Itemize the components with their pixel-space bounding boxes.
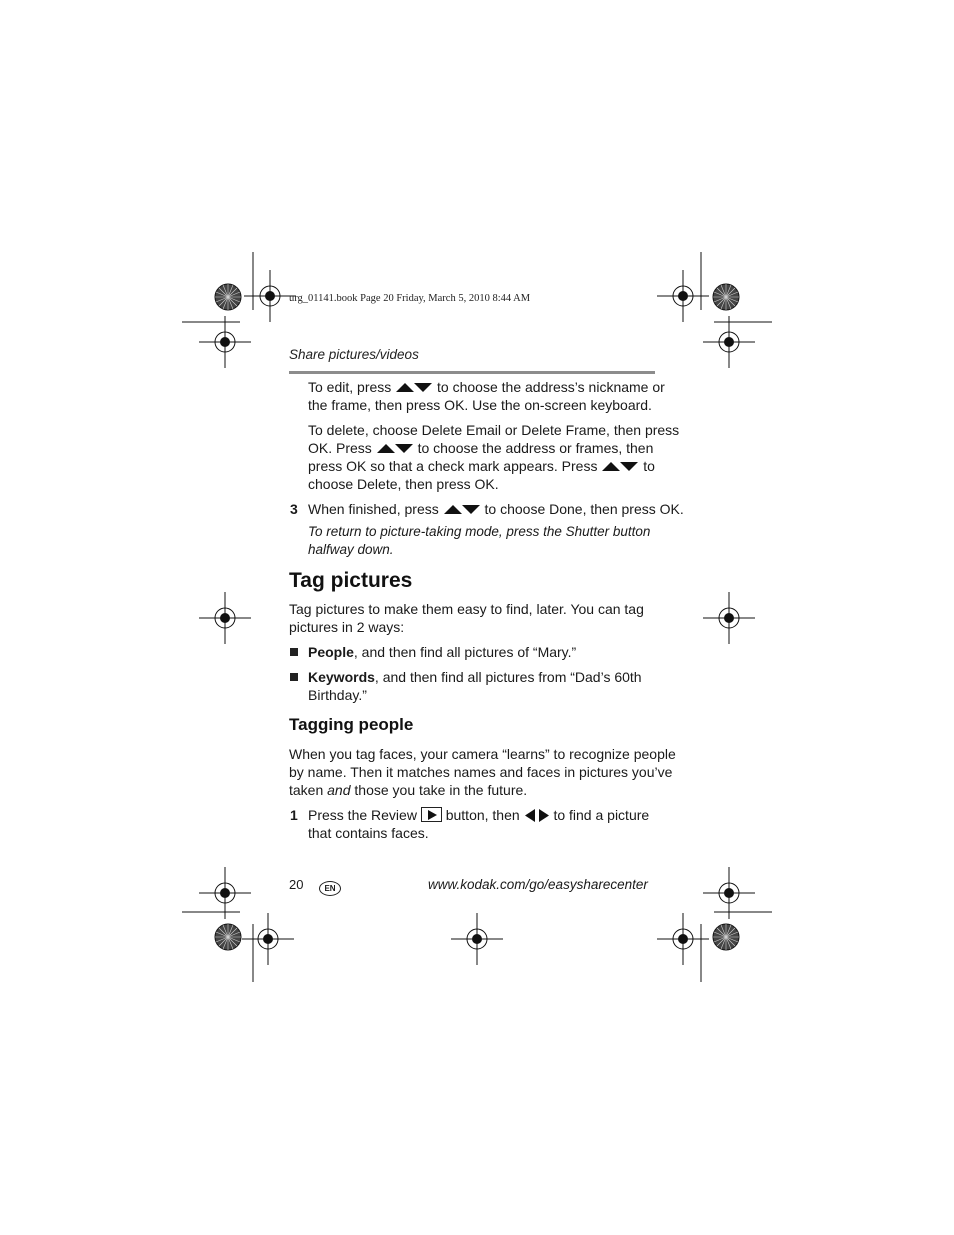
- registration-mark-icon: [242, 913, 294, 965]
- bullet-keywords: Keywords, and then find all pictures from “Dad’s 60th Birthday.”: [308, 669, 642, 703]
- registration-mark-icon: [703, 592, 755, 644]
- step-1: Press the Review button, then to find a picture that contains faces.: [308, 807, 650, 841]
- registration-mark-icon: [703, 316, 755, 368]
- bullet-marker: [290, 673, 298, 681]
- up-down-arrows-icon: [395, 381, 433, 393]
- subheading: Tagging people: [289, 715, 414, 734]
- header-rule: [289, 371, 655, 374]
- registration-mark-icon: [451, 913, 503, 965]
- delete-paragraph: To delete, choose Delete Email or Delete Frame, then press OK. Press to choose the address or frames, then press OK so that a check mark appears. Press to choose Delete, then press OK.: [308, 422, 680, 492]
- file-slug: urg_01141.book Page 20 Friday, March 5, 2010 8:44 AM: [289, 293, 531, 304]
- color-bar-wheel-icon: [713, 924, 739, 950]
- shutter-note: To return to picture-taking mode, press the Shutter button halfway down.: [308, 524, 651, 557]
- up-down-arrows-icon: [376, 442, 414, 454]
- step-3: When finished, press to choose Done, then press OK.: [308, 501, 684, 517]
- up-down-arrows-icon: [601, 460, 639, 472]
- color-bar-wheel-icon: [215, 284, 241, 310]
- running-head: Share pictures/videos: [289, 347, 419, 362]
- page-number: 20: [289, 877, 304, 892]
- intro-paragraph: Tag pictures to make them easy to find, later. You can tag pictures in 2 ways:: [289, 601, 644, 635]
- bullet-marker: [290, 648, 298, 656]
- up-down-arrows-icon: [443, 503, 481, 515]
- step-number: 3: [290, 501, 298, 517]
- review-button-icon: [421, 807, 442, 822]
- registration-mark-icon: [199, 316, 251, 368]
- footer-url: www.kodak.com/go/easysharecenter: [428, 877, 648, 892]
- language-badge: EN: [319, 881, 341, 896]
- step-number: 1: [290, 807, 298, 823]
- registration-mark-icon: [199, 592, 251, 644]
- registration-mark-icon: [703, 867, 755, 919]
- registration-mark-icon: [199, 867, 251, 919]
- edit-paragraph: To edit, press to choose the address’s nickname or the frame, then press OK. Use the on-screen keyboard.: [308, 379, 665, 413]
- color-bar-wheel-icon: [713, 284, 739, 310]
- color-bar-wheel-icon: [215, 924, 241, 950]
- tagging-paragraph: When you tag faces, your camera “learns” to recognize people by name. Then it matches names and faces in pictures you’ve taken and those you take in the future.: [289, 746, 676, 798]
- bullet-people: People, and then find all pictures of “Mary.”: [308, 644, 577, 660]
- section-heading: Tag pictures: [289, 569, 413, 592]
- left-right-arrows-icon: [524, 809, 550, 822]
